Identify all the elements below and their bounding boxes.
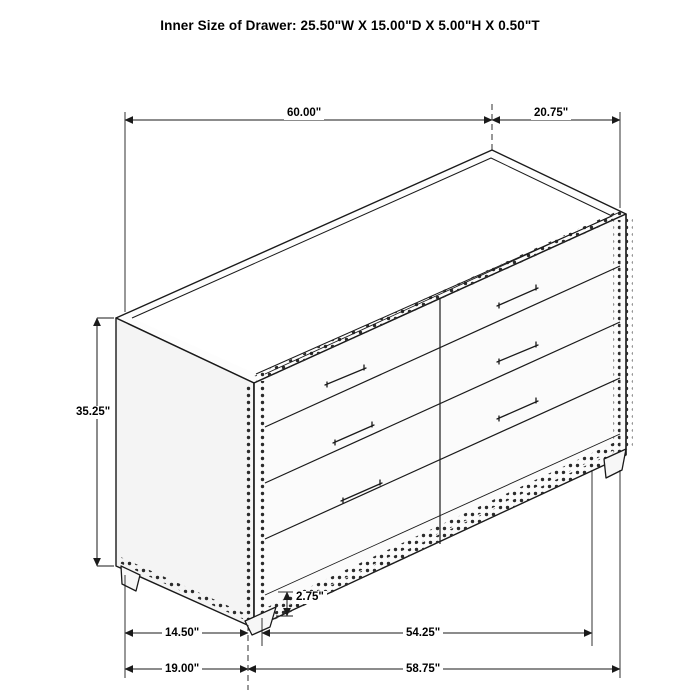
dimension-label-base-left: 19.00" xyxy=(162,663,202,676)
page-title: Inner Size of Drawer: 25.50"W X 15.00"D X 5.00"H X 0.50"T xyxy=(160,18,540,33)
dimension-label-depth-top-right: 20.75" xyxy=(531,107,571,120)
dimension-label-leg-height: 2.75" xyxy=(293,591,327,604)
dimension-label-front-bottom: 54.25" xyxy=(403,627,443,640)
dimension-label-height-left: 35.25" xyxy=(73,406,113,419)
dimension-label-base-front: 58.75" xyxy=(403,663,443,676)
dimension-label-width-top-left: 60.00" xyxy=(284,107,324,120)
dimension-label-side-bottom-left: 14.50" xyxy=(162,627,202,640)
